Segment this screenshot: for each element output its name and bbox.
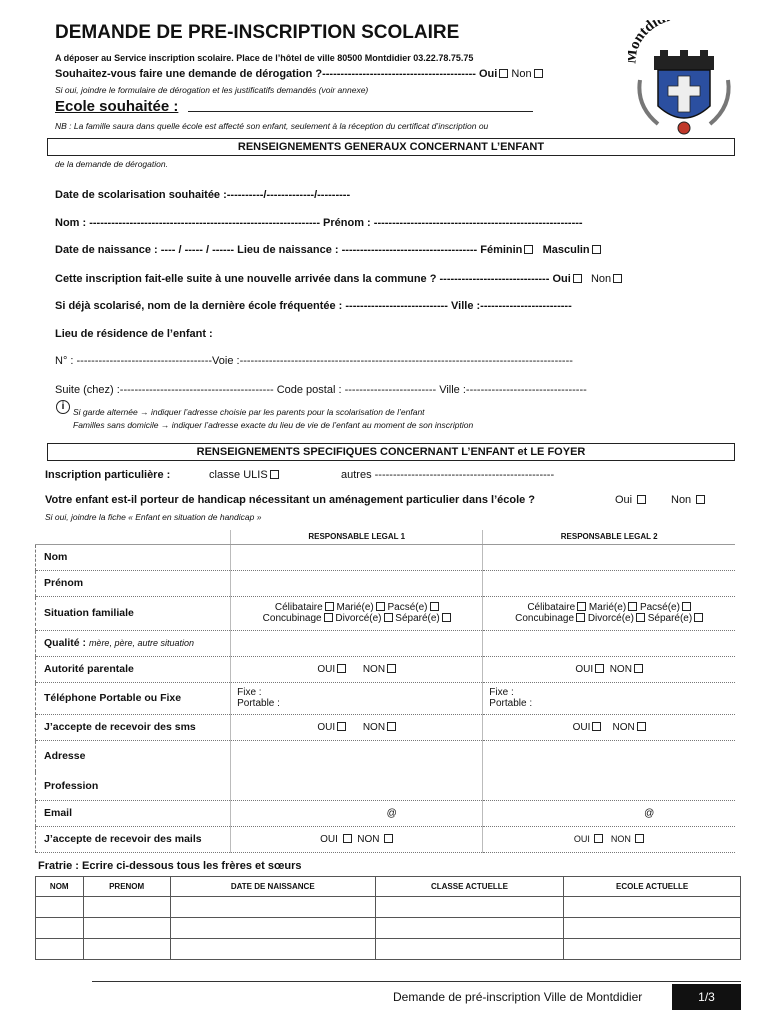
ulis-option — [209, 469, 279, 481]
cell-input[interactable] — [564, 939, 741, 960]
svg-text:Montdidier: ontdi — [628, 20, 661, 52]
ulis-label: classe ULIS — [209, 469, 268, 481]
non-label: NON — [362, 663, 386, 675]
table-row — [36, 772, 736, 800]
autorite-2-options — [483, 656, 735, 682]
table-row — [36, 544, 736, 570]
handicap-note: Si oui, joindre la fiche « Enfant en situation de handicap » — [45, 512, 262, 522]
separe-label: Séparé(e) — [647, 613, 693, 624]
qualite-note: mère, père, autre situation — [88, 638, 194, 648]
table-row — [36, 656, 736, 682]
ecole-field[interactable] — [188, 111, 533, 112]
row-label-qualite — [36, 630, 231, 656]
autorite-2-oui-checkbox[interactable] — [595, 664, 604, 673]
portable-label: Portable : — [237, 698, 280, 709]
row-label-telephone: Téléphone Portable ou Fixe — [36, 682, 231, 714]
autorite-1-oui-checkbox[interactable] — [337, 664, 346, 673]
telephone-2-inputs[interactable] — [483, 682, 735, 714]
page-number: 1/3 — [672, 984, 741, 1010]
email-2-input[interactable] — [483, 800, 735, 826]
table-row — [36, 826, 736, 852]
pacse-label: Pacsé(e) — [387, 602, 428, 613]
email-1-input[interactable] — [231, 800, 483, 826]
divorce-1-checkbox[interactable] — [384, 613, 393, 622]
suite-field[interactable]: Suite (chez) :------------------------------------------ Code postal : ------------------------- Ville :--------------------------------- — [55, 384, 587, 396]
concubinage-label: Concubinage — [262, 613, 322, 624]
concubinage-2-checkbox[interactable] — [576, 613, 585, 622]
masculin-checkbox[interactable] — [592, 245, 601, 254]
cell-input[interactable] — [83, 918, 170, 939]
cell-input[interactable] — [36, 939, 84, 960]
row-label-autorite: Autorité parentale — [36, 656, 231, 682]
qualite-label: Qualité : — [44, 637, 87, 649]
table-row — [36, 570, 736, 596]
fratrie-header-row — [36, 877, 741, 897]
cell-input[interactable] — [564, 897, 741, 918]
cell-input[interactable] — [564, 918, 741, 939]
col-prenom: PRENOM — [83, 877, 170, 897]
qualite-1-input[interactable] — [231, 630, 483, 656]
autorite-1-non-checkbox[interactable] — [387, 664, 396, 673]
row-label-nom: Nom — [36, 544, 231, 570]
col-nom: NOM — [36, 877, 84, 897]
table-row — [36, 897, 741, 918]
col-classe: CLASSE ACTUELLE — [375, 877, 564, 897]
separe-2-checkbox[interactable] — [694, 613, 703, 622]
col-ecole: ECOLE ACTUELLE — [564, 877, 741, 897]
adresse-2-input[interactable] — [483, 740, 735, 772]
cell-input[interactable] — [375, 897, 564, 918]
table-row — [36, 714, 736, 740]
divorce-2-checkbox[interactable] — [636, 613, 645, 622]
sms-1-oui-checkbox[interactable] — [337, 722, 346, 731]
responsables-table — [35, 530, 735, 853]
deposit-line: A déposer au Service inscription scolaire. Place de l’hôtel de ville 80500 Montdidier 03.22.78.75.75 — [55, 53, 474, 63]
handicap-question: Votre enfant est-il porteur de handicap nécessitant un aménagement particulier dans l’école ? — [45, 494, 536, 506]
non-label: NON — [610, 834, 631, 844]
cell-input[interactable] — [375, 918, 564, 939]
cell-input[interactable] — [170, 897, 375, 918]
table-row — [36, 596, 736, 630]
section-specific-title: RENSEIGNEMENTS SPECIFIQUES CONCERNANT L’ENFANT et LE FOYER — [47, 443, 735, 461]
garde-note: Si garde alternée → indiquer l’adresse choisie par les parents pour la scolarisation de l’enfant — [73, 407, 425, 417]
masculin-label: Masculin — [542, 244, 590, 256]
row-label-sms: J’accepte de recevoir des sms — [36, 714, 231, 740]
handicap-non — [671, 494, 705, 506]
coat-of-arms-icon — [628, 20, 740, 140]
sms-1-non-checkbox[interactable] — [387, 722, 396, 731]
marie-label: Marié(e) — [588, 602, 627, 613]
derogation-question — [55, 68, 543, 80]
pacse-2-checkbox[interactable] — [682, 602, 691, 611]
celibataire-2-checkbox[interactable] — [577, 602, 586, 611]
marie-1-checkbox[interactable] — [376, 602, 385, 611]
page-title: DEMANDE DE PRE-INSCRIPTION SCOLAIRE — [55, 22, 460, 43]
naissance-field[interactable]: Date de naissance : ---- / ----- / ------ Lieu de naissance : ------------------------------------- Féminin — [55, 244, 523, 256]
arrivee-row — [55, 273, 622, 285]
telephone-1-inputs[interactable] — [231, 682, 483, 714]
mails-2-options — [483, 826, 735, 852]
mails-2-oui-checkbox[interactable] — [594, 834, 603, 843]
header-blank — [36, 530, 231, 544]
autorite-2-non-checkbox[interactable] — [634, 664, 643, 673]
header-responsable-1: RESPONSABLE LEGAL 1 — [231, 530, 483, 544]
oui-label: OUI — [575, 663, 594, 675]
autres-field[interactable]: autres ------------------------------------------------- — [341, 469, 555, 481]
non-label: NON — [609, 663, 632, 675]
celibataire-1-checkbox[interactable] — [325, 602, 334, 611]
ecole-label: Ecole souhaitée : — [55, 98, 179, 115]
sms-2-oui-checkbox[interactable] — [592, 722, 601, 731]
derogation-question-text: Souhaitez-vous faire une demande de dérogation ?------------------------------------------ Oui — [55, 68, 498, 80]
fratrie-title: Fratrie : Ecrire ci-dessous tous les frères et sœurs — [38, 860, 302, 872]
mails-1-options — [231, 826, 483, 852]
row-label-profession: Profession — [36, 772, 231, 800]
pacse-label: Pacsé(e) — [639, 602, 680, 613]
prenom-2-input[interactable] — [483, 570, 735, 596]
cell-input[interactable] — [36, 918, 84, 939]
oui-label: OUI — [317, 721, 336, 733]
celibataire-label: Célibataire — [274, 602, 323, 613]
mails-1-non-checkbox[interactable] — [384, 834, 393, 843]
non-label: NON — [362, 721, 386, 733]
handicap-non-checkbox[interactable] — [696, 495, 705, 504]
oui-label: OUI — [317, 663, 336, 675]
montdidier-logo — [628, 20, 740, 140]
sms-2-options — [483, 714, 735, 740]
info-icon: i — [56, 400, 70, 414]
inscription-label: Inscription particulière : — [45, 469, 171, 481]
row-label-mails: J’accepte de recevoir des mails — [36, 826, 231, 852]
separe-1-checkbox[interactable] — [442, 613, 451, 622]
sans-domicile-note: Familles sans domicile → indiquer l’adresse exacte du lieu de vie de l’enfant au moment de son inscription — [73, 420, 474, 430]
section-general-title: RENSEIGNEMENTS GENERAUX CONCERNANT L’ENFANT — [47, 138, 735, 156]
col-date: DATE DE NAISSANCE — [170, 877, 375, 897]
handicap-oui-label: Oui — [615, 494, 633, 506]
nom-1-input[interactable] — [231, 544, 483, 570]
handicap-non-label: Non — [671, 494, 692, 506]
celibataire-label: Célibataire — [527, 602, 576, 613]
arrivee-oui-checkbox[interactable] — [573, 274, 582, 283]
row-label-prenom: Prénom — [36, 570, 231, 596]
arrivee-non-checkbox[interactable] — [613, 274, 622, 283]
divorce-label: Divorcé(e) — [587, 613, 634, 624]
cell-input[interactable] — [170, 939, 375, 960]
row-label-email: Email — [36, 800, 231, 826]
numero-voie-field[interactable]: N° : -------------------------------------Voie :------------------------------------------------------------------------------------------- — [55, 355, 573, 367]
arrivee-non-label: Non — [590, 273, 612, 285]
sms-2-non-checkbox[interactable] — [637, 722, 646, 731]
arrivee-question: Cette inscription fait-elle suite à une nouvelle arrivée dans la commune ? ------------------------------ Oui — [55, 273, 571, 285]
prenom-1-input[interactable] — [231, 570, 483, 596]
cell-input[interactable] — [36, 897, 84, 918]
situation-1-options — [231, 596, 483, 630]
table-row — [36, 740, 736, 772]
handicap-oui — [615, 494, 646, 506]
non-label: NON — [612, 721, 635, 733]
footer-text: Demande de pré-inscription Ville de Montdidier — [393, 990, 643, 1004]
nom-2-input[interactable] — [483, 544, 735, 570]
divorce-label: Divorcé(e) — [335, 613, 382, 624]
nom-prenom-field[interactable]: Nom : --------------------------------------------------------------- Prénom : --------------------------------------------------------- — [55, 217, 583, 229]
derogation-non-label: Non — [511, 68, 532, 80]
derogation-non-checkbox[interactable] — [534, 69, 543, 78]
cell-input[interactable] — [83, 939, 170, 960]
fixe-label: Fixe : — [489, 687, 514, 698]
mails-2-non-checkbox[interactable] — [635, 834, 644, 843]
adresse-1-input[interactable] — [231, 740, 483, 772]
row-label-adresse: Adresse — [36, 740, 231, 772]
derogation-note: Si oui, joindre le formulaire de dérogation et les justificatifs demandés (voir annexe) — [55, 85, 369, 95]
cell-input[interactable] — [83, 897, 170, 918]
qualite-2-input[interactable] — [483, 630, 735, 656]
portable-label: Portable : — [489, 698, 533, 709]
table-row — [36, 800, 736, 826]
header-responsable-2: RESPONSABLE LEGAL 2 — [483, 530, 735, 544]
separe-label: Séparé(e) — [395, 613, 440, 624]
derogation-oui-checkbox[interactable] — [499, 69, 508, 78]
table-row — [36, 630, 736, 656]
naissance-row — [55, 244, 601, 256]
date-scolarisation-field[interactable]: Date de scolarisation souhaitée :----------/-------------/--------- — [55, 189, 351, 201]
at-sign: @ — [644, 807, 655, 819]
at-sign: @ — [386, 807, 397, 819]
situation-2-options — [483, 596, 735, 630]
mails-1-oui-checkbox[interactable] — [343, 834, 352, 843]
table-row — [36, 682, 736, 714]
non-label: NON — [357, 833, 380, 845]
oui-label: OUI — [573, 834, 590, 844]
marie-label: Marié(e) — [336, 602, 374, 613]
footer-divider — [92, 981, 741, 982]
profession-2-input[interactable] — [483, 772, 735, 800]
residence-label: Lieu de résidence de l’enfant : — [55, 328, 213, 340]
sms-1-options — [231, 714, 483, 740]
cell-input[interactable] — [375, 939, 564, 960]
handicap-oui-checkbox[interactable] — [637, 495, 646, 504]
row-label-situation: Situation familiale — [36, 596, 231, 630]
fratrie-table — [35, 876, 741, 960]
derniere-ecole-field[interactable]: Si déjà scolarisé, nom de la dernière école fréquentée : ---------------------------- Ville :------------------------- — [55, 300, 572, 312]
table-header-row — [36, 530, 736, 544]
concubinage-1-checkbox[interactable] — [324, 613, 333, 622]
nb-line-2: de la demande de dérogation. — [55, 159, 168, 169]
concubinage-label: Concubinage — [515, 613, 575, 624]
fixe-label: Fixe : — [237, 687, 262, 698]
profession-1-input[interactable] — [231, 772, 483, 800]
oui-label: OUI — [572, 721, 591, 733]
ulis-checkbox[interactable] — [270, 470, 279, 479]
pacse-1-checkbox[interactable] — [430, 602, 439, 611]
marie-2-checkbox[interactable] — [628, 602, 637, 611]
feminin-checkbox[interactable] — [524, 245, 533, 254]
autorite-1-options — [231, 656, 483, 682]
oui-label: OUI — [320, 833, 338, 845]
nb-line-1: NB : La famille saura dans quelle école est affecté son enfant, seulement à la réception du certificat d’inscription ou — [55, 121, 489, 131]
table-row — [36, 939, 741, 960]
cell-input[interactable] — [170, 918, 375, 939]
table-row — [36, 918, 741, 939]
